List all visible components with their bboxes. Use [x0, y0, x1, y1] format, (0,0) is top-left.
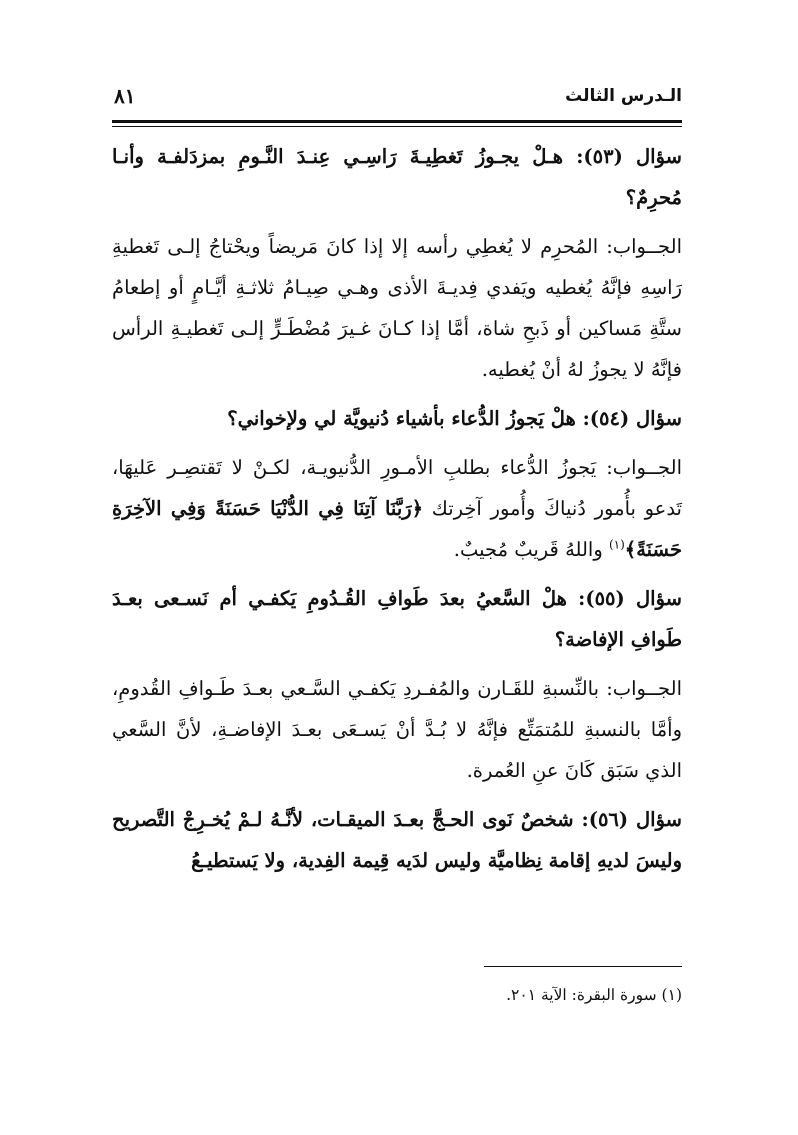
answer-text-end: واللهُ قَريبٌ مُجيبٌ. — [453, 538, 609, 561]
question-55: سؤال (٥٥): هلْ السَّعيُ بعدَ طَوافِ القُـدُومِ يَكفـي أم نَسـعى بعـدَ طَوافِ الإفاضة؟ — [112, 587, 683, 651]
answer-55 — [112, 668, 682, 791]
question-54: سؤال (٥٤): هلْ يَجوزُ الدُّعاء بأشياء دُنيويَّة لي ولإخواني؟ — [227, 407, 682, 430]
answer-label: الجــواب: — [606, 456, 682, 479]
answer-text: المُحرِم لا يُغطِي رأسه إلا إذا كانَ مَريضاً ويحْتاجُ إلـى تَغطيةِ رَاسِهِ فإنَّهُ يُغطيه ويَفدي فِديـةَ الأذى وهـي صِيـامُ ثلاثـةِ أيَّـامٍ أو إطعامُ ستَّةِ مَساكين أو ذَبحِ شاة، أمَّا إذا كـانَ غـيرَ مُضْطَـرٍّ إلـى تَغطيـةِ الرأس فإنَّهُ لا يجوزُ لهُ أنْ يُغطيه. — [112, 235, 682, 381]
question-53: سؤال (٥٣): هـلْ يجـوزُ تَغطِيـةَ رَاسِـي عِنـدَ النَّـومِ بمزدَلفـة وأنـا مُحرِمٌ؟ — [112, 145, 683, 209]
answer-53 — [112, 226, 682, 390]
quran-verse: ﴿رَبَّنَا آتِنَا فِي الدُّنْيَا حَسَنَةً وَفِي الآخِرَةِ حَسَنَةً﴾ — [112, 497, 682, 561]
running-title: الـدرس الثالث — [565, 86, 682, 106]
answer-54 — [112, 447, 682, 570]
book-page — [112, 86, 682, 1106]
answer-label: الجــواب: — [606, 235, 682, 258]
answer-text: بالنِّسبةِ للقَـارن والمُفـردِ يَكفـي السَّـعي بعـدَ طَـوافِ القُدومِ، وأمَّا بالنسبةِ للمُتمَتِّع فإنَّهُ لا بُـدَّ أنْ يَسـعَى بعـدَ الإفاضـةِ، لأنَّ السَّعي الذي سَبَق كَانَ عنِ العُمرة. — [112, 677, 682, 782]
footnote-separator — [484, 966, 682, 967]
page-header — [112, 86, 682, 114]
answer-text: يَجوزُ الدُّعاء بطلبِ الأمـورِ الدُّنيويـة، لكـنْ لا تَقتصِـر عَليهَا، تَدعو بأُمور دُنياكَ وأُمور آخِرتك — [112, 456, 682, 520]
page-body — [112, 136, 682, 889]
footnote-reference: (١) — [608, 537, 625, 552]
answer-label: الجــواب: — [606, 677, 682, 700]
header-rule-thin — [112, 126, 682, 127]
header-rule-thick — [112, 120, 682, 123]
footnote: (١) سورة البقرة: الآية ٢٠١. — [506, 986, 682, 1004]
page-number: ٨١ — [114, 84, 136, 108]
question-56: سؤال (٥٦): شخصٌ نَوى الحـجَّ بعـدَ الميقـات، لأنَّـهُ لـمْ يُخـرِجْ التَّصريح وليسَ لديهِ إقامة نِظاميَّة وليس لدَيه قِيمة الفِدية، ولا يَستطيـعُ — [112, 808, 683, 872]
